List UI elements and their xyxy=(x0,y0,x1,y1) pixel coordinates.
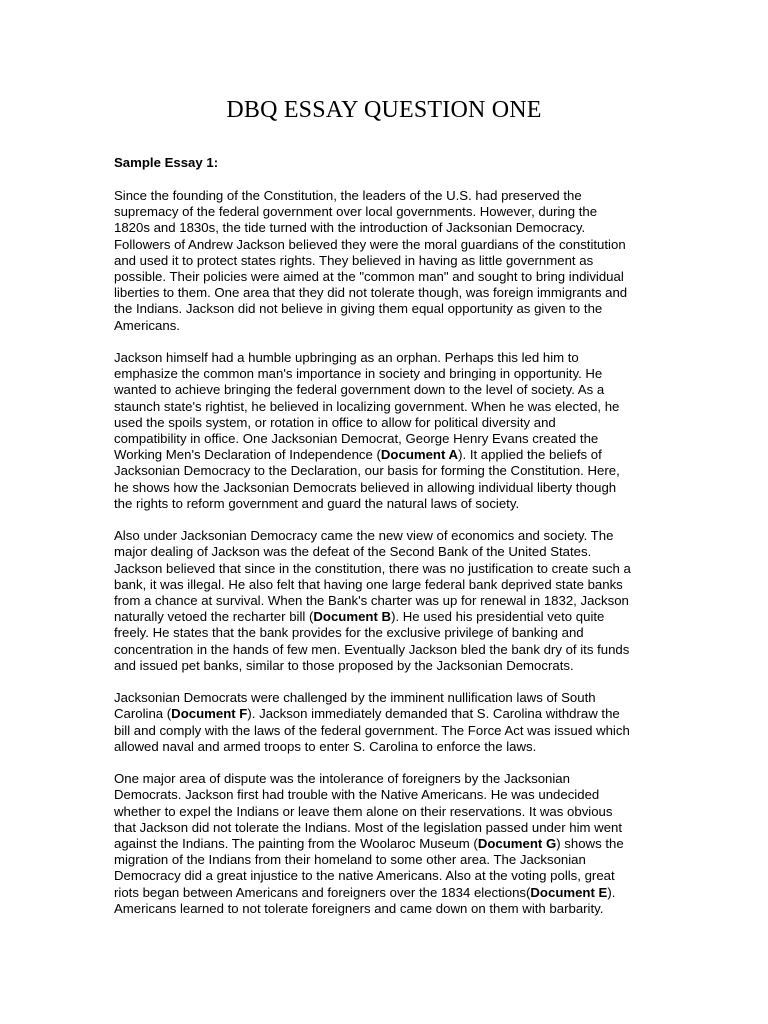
line-text: major dealing of Jackson was the defeat of the Second Bank of the United States. xyxy=(114,544,592,560)
document-title: DBQ ESSAY QUESTION ONE xyxy=(226,97,542,123)
line-text: from a chance at survival. When the Bank's charter was up for renewal in 1832, Jackson xyxy=(114,593,629,609)
essay-paragraph xyxy=(114,690,662,755)
essay-paragraph xyxy=(114,528,662,674)
line-text: whether to expel the Indians or leave them alone on their reservations. It was obvious xyxy=(114,803,613,819)
line-text: Jackson believed that since in the constitution, there was no justification to create such a xyxy=(114,560,631,576)
line-text: naturally vetoed the recharter bill ( xyxy=(114,609,314,625)
paragraph-line xyxy=(114,204,662,220)
line-text: the Indians. Jackson did not believe in giving them equal opportunity as given to the xyxy=(114,301,603,317)
paragraph-line xyxy=(114,399,662,415)
line-text: staunch state's rightist, he believed in localizing government. When he was elected, he xyxy=(114,398,620,414)
line-text: ) shows the xyxy=(556,836,624,852)
paragraph-line xyxy=(114,220,662,236)
essay-paragraph xyxy=(114,771,662,917)
line-text: Jacksonian Democracy to the Declaration, our basis for forming the Constitution. Here, xyxy=(114,463,620,479)
line-text: emphasize the common man's importance in society and bringing in opportunity. He xyxy=(114,366,603,382)
essay-subtitle: Sample Essay 1: xyxy=(114,155,219,170)
paragraph-line xyxy=(114,609,662,625)
line-text: Jacksonian Democrats were challenged by the imminent nullification laws of South xyxy=(114,690,596,706)
paragraph-line xyxy=(114,496,662,512)
paragraph-line xyxy=(114,237,662,253)
paragraph-line xyxy=(114,431,662,447)
line-text: migration of the Indians from their homeland to some other area. The Jacksonian xyxy=(114,852,586,868)
paragraph-line xyxy=(114,561,662,577)
line-text: wanted to achieve bringing the federal government down to the level of society. As a xyxy=(114,382,605,398)
paragraph-line xyxy=(114,253,662,269)
paragraph-line xyxy=(114,528,662,544)
line-text: 1820s and 1830s, the tide turned with the introduction of Jacksonian Democracy. xyxy=(114,220,586,236)
paragraph-line xyxy=(114,706,662,722)
paragraph-line xyxy=(114,382,662,398)
line-text: One major area of dispute was the intolerance of foreigners by the Jacksonian xyxy=(114,771,570,787)
line-text: Democrats. Jackson first had trouble with the Native Americans. He was undecided xyxy=(114,787,600,803)
line-text: Americans. xyxy=(114,317,180,333)
paragraph-line xyxy=(114,723,662,739)
paragraph-line xyxy=(114,447,662,463)
line-text: ). It applied the beliefs of xyxy=(458,447,602,463)
paragraph-line xyxy=(114,269,662,285)
line-text: liberties to them. One area that they did not tolerate though, was foreign immigrants and xyxy=(114,285,628,301)
line-text: bank, it was illegal. He also felt that having one large federal bank deprived state banks xyxy=(114,576,623,592)
line-text: compatibility in office. One Jacksonian Democrat, George Henry Evans created the xyxy=(114,431,599,447)
line-text: Americans learned to not tolerate foreigners and came down on them with barbarity. xyxy=(114,900,604,916)
line-text: and issued pet banks, similar to those proposed by the Jacksonian Democrats. xyxy=(114,657,574,673)
line-text: Carolina ( xyxy=(114,706,172,722)
paragraph-line xyxy=(114,868,662,884)
line-text: Working Men's Declaration of Independence ( xyxy=(114,447,381,463)
line-text: Followers of Andrew Jackson believed they were the moral guardians of the constitution xyxy=(114,236,626,252)
line-text: the rights to reform government and guard the natural laws of society. xyxy=(114,495,520,511)
essay-body xyxy=(114,188,662,933)
line-text: and used it to protect states rights. They believed in having as little government as xyxy=(114,252,594,268)
line-text: he shows how the Jacksonian Democrats believed in allowing individual liberty though xyxy=(114,479,617,495)
paragraph-line xyxy=(114,415,662,431)
line-text: ). Jackson immediately demanded that S. Carolina withdraw the xyxy=(247,706,620,722)
paragraph-line xyxy=(114,658,662,674)
paragraph-line xyxy=(114,350,662,366)
line-text: allowed naval and armed troops to enter S. Carolina to enforce the laws. xyxy=(114,738,537,754)
paragraph-line xyxy=(114,739,662,755)
line-text: supremacy of the federal government over local governments. However, during the xyxy=(114,204,598,220)
line-text: riots began between Americans and foreigners over the 1834 elections( xyxy=(114,884,531,900)
paragraph-line xyxy=(114,690,662,706)
paragraph-line xyxy=(114,544,662,560)
paragraph-line xyxy=(114,593,662,609)
line-text: Jackson himself had a humble upbringing as an orphan. Perhaps this led him to xyxy=(114,350,579,366)
paragraph-line xyxy=(114,820,662,836)
paragraph-line xyxy=(114,836,662,852)
line-text: used the spoils system, or rotation in office to allow for political diversity and xyxy=(114,414,556,430)
paragraph-line xyxy=(114,771,662,787)
document-reference: Document B xyxy=(313,609,392,625)
line-text: Also under Jacksonian Democracy came the new view of economics and society. The xyxy=(114,528,614,544)
paragraph-line xyxy=(114,463,662,479)
document-reference: Document G xyxy=(477,836,557,852)
paragraph-line xyxy=(114,804,662,820)
document-reference: Document F xyxy=(171,706,248,722)
paragraph-line xyxy=(114,852,662,868)
paragraph-line xyxy=(114,188,662,204)
document-reference: Document A xyxy=(380,447,459,463)
paragraph-line xyxy=(114,642,662,658)
paragraph-line xyxy=(114,625,662,641)
line-text: that Jackson did not tolerate the Indians. Most of the legislation passed under him went xyxy=(114,819,623,835)
paragraph-line xyxy=(114,366,662,382)
paragraph-line xyxy=(114,787,662,803)
paragraph-line xyxy=(114,901,662,917)
line-text: freely. He states that the bank provides for the exclusive privilege of banking and xyxy=(114,625,584,641)
paragraph-line xyxy=(114,285,662,301)
line-text: Democracy did a great injustice to the native Americans. Also at the voting polls, great xyxy=(114,868,615,884)
document-reference: Document E xyxy=(530,884,608,900)
paragraph-line xyxy=(114,480,662,496)
essay-paragraph xyxy=(114,188,662,334)
line-text: bill and comply with the laws of the federal government. The Force Act was issued which xyxy=(114,722,630,738)
line-text: concentration in the hands of few men. Eventually Jackson bled the bank dry of its funds xyxy=(114,641,630,657)
paragraph-line xyxy=(114,885,662,901)
line-text: ). xyxy=(607,884,616,900)
paragraph-line xyxy=(114,301,662,317)
line-text: Since the founding of the Constitution, the leaders of the U.S. had preserved the xyxy=(114,188,582,203)
line-text: ). He used his presidential veto quite xyxy=(391,609,605,625)
line-text: possible. Their policies were aimed at the "common man" and sought to bring individual xyxy=(114,269,624,285)
paragraph-line xyxy=(114,318,662,334)
paragraph-line xyxy=(114,577,662,593)
line-text: against the Indians. The painting from the Woolaroc Museum ( xyxy=(114,836,478,852)
essay-paragraph xyxy=(114,350,662,512)
